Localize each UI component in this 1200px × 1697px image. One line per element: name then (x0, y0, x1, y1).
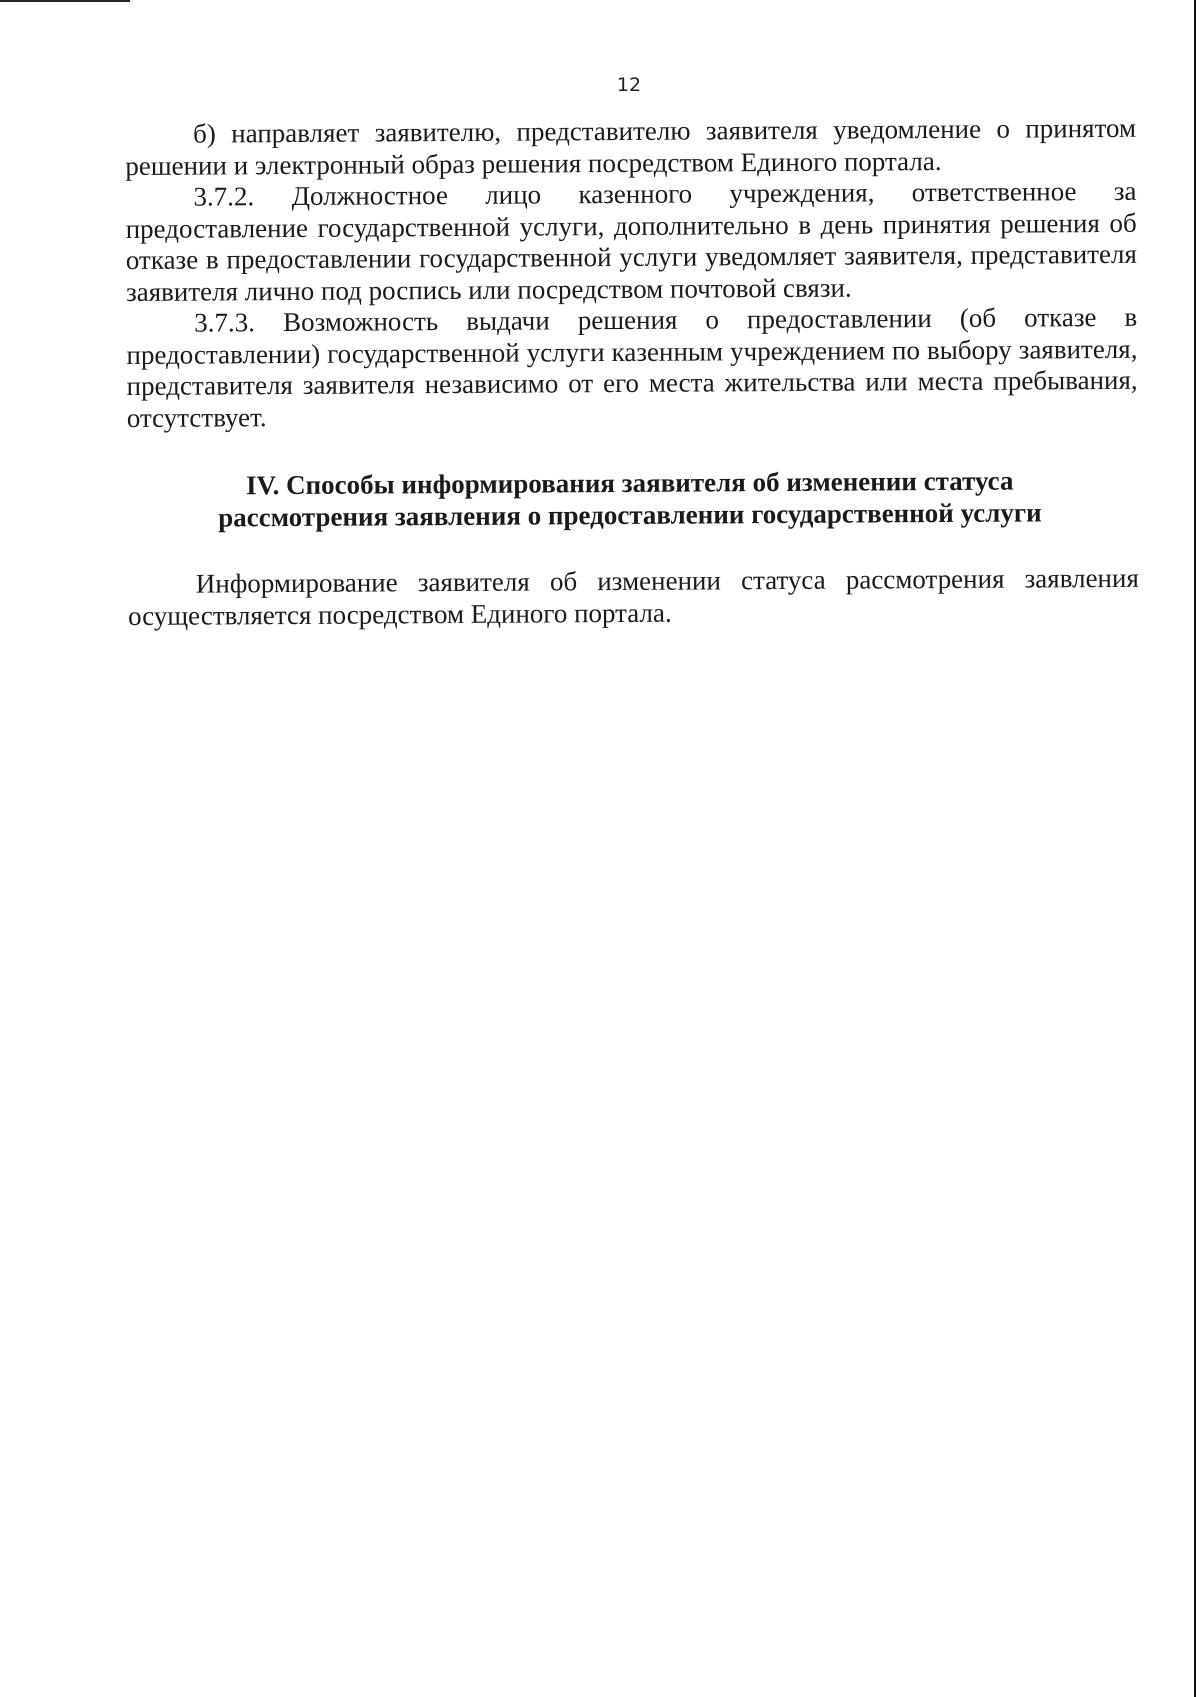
paragraph-3-7-3: 3.7.3. Возможность выдачи решения о предоставлении (об отказе в предоставлении) государственной услуги казенным учреждением по выбору заявителя, представителя заявителя независимо от его места жительства или места пребывания, отсутствует. (126, 301, 1138, 433)
paragraph-3-7-2: 3.7.2. Должностное лицо казенного учреждения, ответственное за предоставление государственной услуги, дополнительно в день принятия решения об отказе в предоставлении государственной услуги уведомляет заявителя, представителя заявителя лично под роспись или посредством почтовой связи. (125, 175, 1137, 307)
section-heading (127, 464, 1138, 534)
document-body (125, 113, 1139, 632)
section-body-paragraph: Информирование заявителя об изменении статуса рассмотрения заявления осуществляется посредством Единого портала. (127, 562, 1139, 631)
scan-page-border (1194, 0, 1196, 1697)
page-number: 12 (616, 74, 642, 96)
section-heading-line-1: IV. Способы информирования заявителя об изменении статуса (245, 465, 1014, 501)
scan-edge-line (0, 0, 130, 2)
paragraph-b: б) направляет заявителю, представителю заявителя уведомление о принятом решении и электронный образ решения посредством Единого портала. (125, 112, 1137, 181)
section-heading-line-2: рассмотрения заявления о предоставлении государственной услуги (218, 497, 1042, 533)
